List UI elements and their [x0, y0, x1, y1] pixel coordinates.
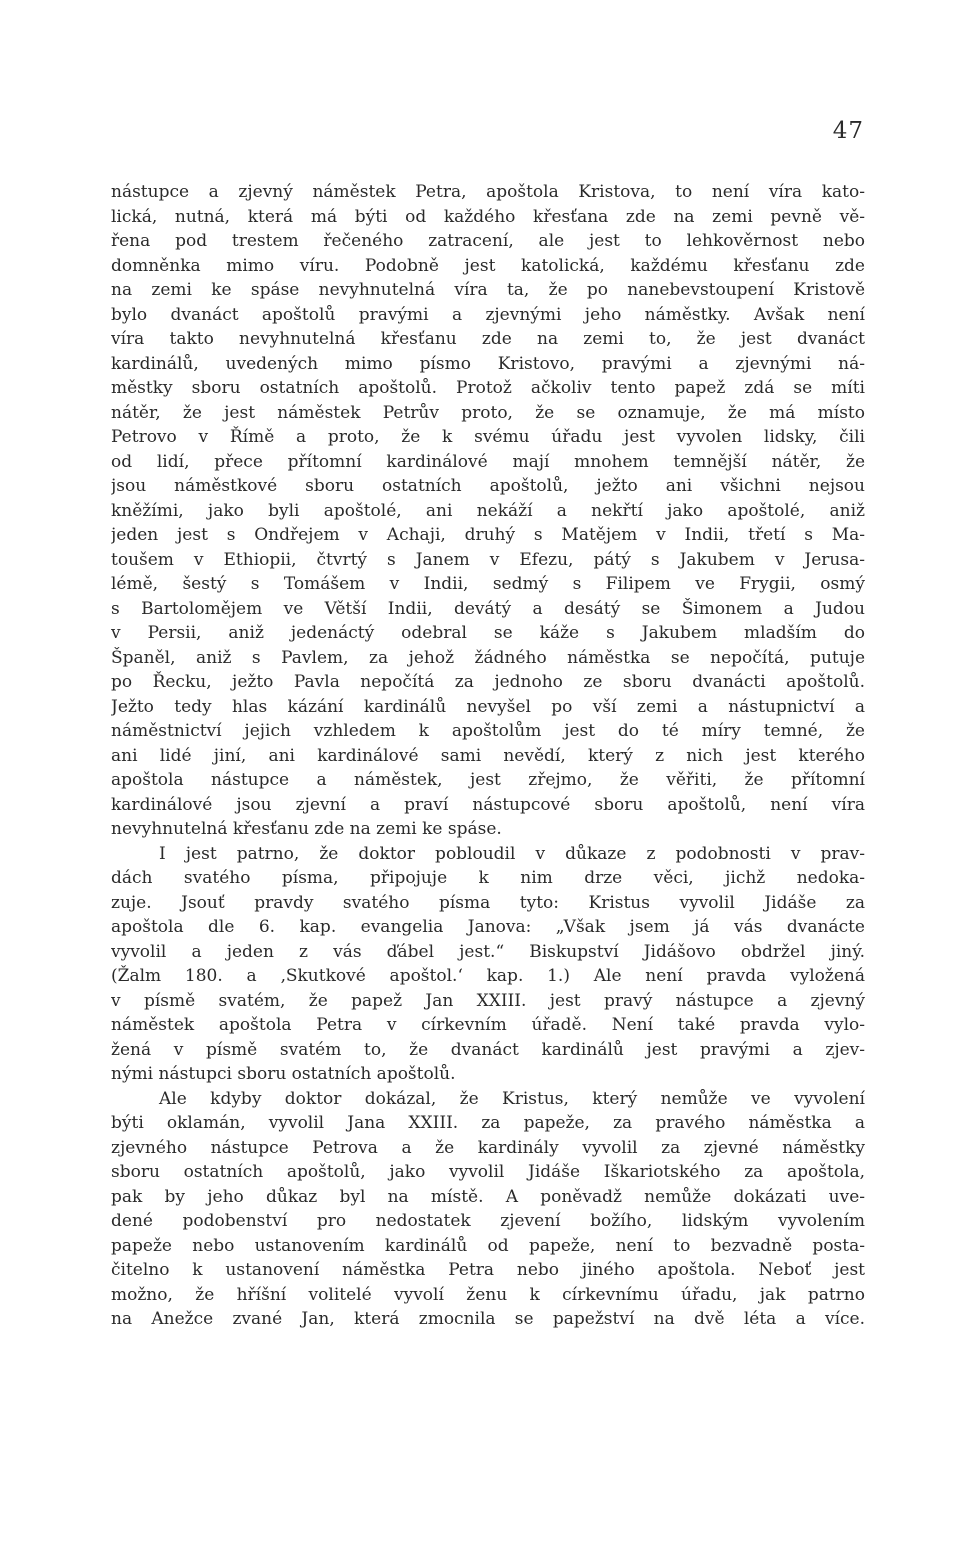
text-line: na zemi ke spáse nevyhnutelná víra ta, že po nanebevstoupení Kristově — [111, 280, 865, 300]
text-line: náměstnictví jejich vzhledem k apoštolům jest do té míry temné, že — [111, 721, 865, 741]
text-line: po Řecku, ježto Pavla nepočítá za jednoho ze sboru dvanácti apoštolů. — [111, 672, 865, 692]
text-line: nátěr, že jest náměstek Petrův proto, že se oznamuje, že má místo — [111, 402, 865, 423]
text-line: pak by jeho důkaz byl na místě. A poněvadž nemůže dokázati uve- — [111, 1186, 865, 1207]
text-line: bylo dvanáct apoštolů pravými a zjevnými jeho náměstky. Avšak není — [111, 304, 865, 325]
text-line: náměstek apoštola Petra v církevním úřadě. Není také pravda vylo- — [111, 1015, 865, 1035]
text-line: v Persii, aniž jedenáctý odebral se káže s Jakubem mladším do — [111, 623, 865, 643]
text-line: kardinálů, uvedených mimo písmo Kristovo, pravými a zjevnými ná- — [111, 353, 865, 374]
text-line: v písmě svatém, že papež Jan XXIII. jest pravý nástupce a zjevný — [111, 990, 865, 1011]
text-line: nými nástupci sboru ostatních apoštolů. — [111, 1064, 456, 1084]
text-line: žená v písmě svatém to, že dvanáct kardinálů jest pravými a zjev- — [111, 1039, 865, 1060]
text-line: I jest patrno, že doktor pobloudil v důkaze z podobnosti v prav- — [159, 843, 865, 864]
text-line: býti oklamán, vyvolil Jana XXIII. za papeže, za pravého náměstka a — [111, 1113, 865, 1133]
text-line: nástupce a zjevný náměstek Petra, apoštola Kristova, to není víra kato- — [111, 182, 865, 202]
text-line: apoštola nástupce a náměstek, jest zřejmo, že věřiti, že přítomní — [111, 770, 865, 790]
text-line: vyvolil a jeden z vás ďábel jest.“ Biskupství Jidášovo obdržel jiný. — [111, 941, 865, 962]
text-line: Petrovo v Římě a proto, že k svému úřadu jest vyvolen lidsky, čili — [111, 427, 865, 447]
text-line: papeže nebo ustanovením kardinálů od papeže, není to bezvadně posta- — [111, 1235, 865, 1256]
text-line: dách svatého písma, připojuje k nim drze věci, jichž nedoka- — [111, 868, 865, 888]
text-line: čitelno k ustanovení náměstka Petra nebo jiného apoštola. Neboť jest — [111, 1260, 865, 1280]
text-line: jeden jest s Ondřejem v Achaji, druhý s Matějem v Indii, třetí s Ma- — [111, 525, 865, 545]
text-line: možno, že hříšní volitelé vyvolí ženu k církevnímu úřadu, jak patrno — [111, 1284, 865, 1305]
text-line: Španěl, aniž s Pavlem, za jehož žádného náměstka se nepočítá, putuje — [111, 647, 865, 668]
text-line: s Bartolomějem ve Větší Indii, devátý a desátý se Šimonem a Judou — [111, 598, 865, 619]
text-line: městky sboru ostatních apoštolů. Protož ačkoliv tento papež zdá se míti — [111, 378, 865, 398]
text-line: dené podobenství pro nedostatek zjevení božího, lidským vyvolením — [111, 1211, 865, 1231]
text-line: zjevného nástupce Petrova a že kardinály vyvolil za zjevné náměstky — [111, 1137, 865, 1158]
text-line: lémě, šestý s Tomášem v Indii, sedmý s Filipem ve Frygii, osmý — [111, 574, 865, 594]
page-number: 47 — [832, 118, 864, 144]
text-line: domněnka mimo víru. Podobně jest katolická, každému křesťanu zde — [111, 255, 865, 276]
text-line: zuje. Jsouť pravdy svatého písma tyto: Kristus vyvolil Jidáše za — [111, 892, 865, 913]
text-line: na Anežce zvané Jan, která zmocnila se papežství na dvě léta a více. — [111, 1309, 865, 1329]
text-line: toušem v Ethiopii, čtvrtý s Janem v Efezu, pátý s Jakubem v Jerusa- — [111, 549, 865, 570]
text-line: lická, nutná, která má býti od každého křesťana zde na zemi pevně vě- — [111, 206, 865, 227]
text-line: ani lidé jiní, ani kardinálové sami nevědí, který z nich jest kterého — [111, 745, 865, 766]
text-line: nevyhnutelná křesťanu zde na zemi ke spáse. — [111, 819, 502, 839]
text-line: sboru ostatních apoštolů, jako vyvolil Jidáše Iškariotského za apoštola, — [111, 1162, 865, 1182]
text-line: kněžími, jako byli apoštolé, ani nekáží a nekřtí jako apoštolé, aniž — [111, 500, 865, 521]
text-line: kardinálové jsou zjevní a praví nástupcové sboru apoštolů, není víra — [111, 794, 865, 815]
body-text — [111, 180, 865, 1332]
text-line: (Žalm 180. a ‚Skutkové apoštol.‘ kap. 1.) Ale není pravda vyložená — [111, 966, 865, 986]
text-line: řena pod trestem řečeného zatracení, ale jest to lehkověrnost nebo — [111, 231, 865, 251]
text-line: Ale kdyby doktor dokázal, že Kristus, který nemůže ve vyvolení — [159, 1088, 865, 1109]
text-line: víra takto nevyhnutelná křesťanu zde na zemi to, že jest dvanáct — [111, 329, 865, 349]
text-line: od lidí, přece přítomní kardinálové mají mnohem temnější nátěr, že — [111, 451, 865, 472]
text-line: apoštola dle 6. kap. evangelia Janova: „Však jsem já vás dvanácte — [111, 917, 865, 937]
text-line: jsou náměstkové sboru ostatních apoštolů, ježto ani všichni nejsou — [111, 476, 865, 496]
text-line: Ježto tedy hlas kázání kardinálů nevyšel po vší zemi a nástupnictví a — [111, 696, 865, 717]
